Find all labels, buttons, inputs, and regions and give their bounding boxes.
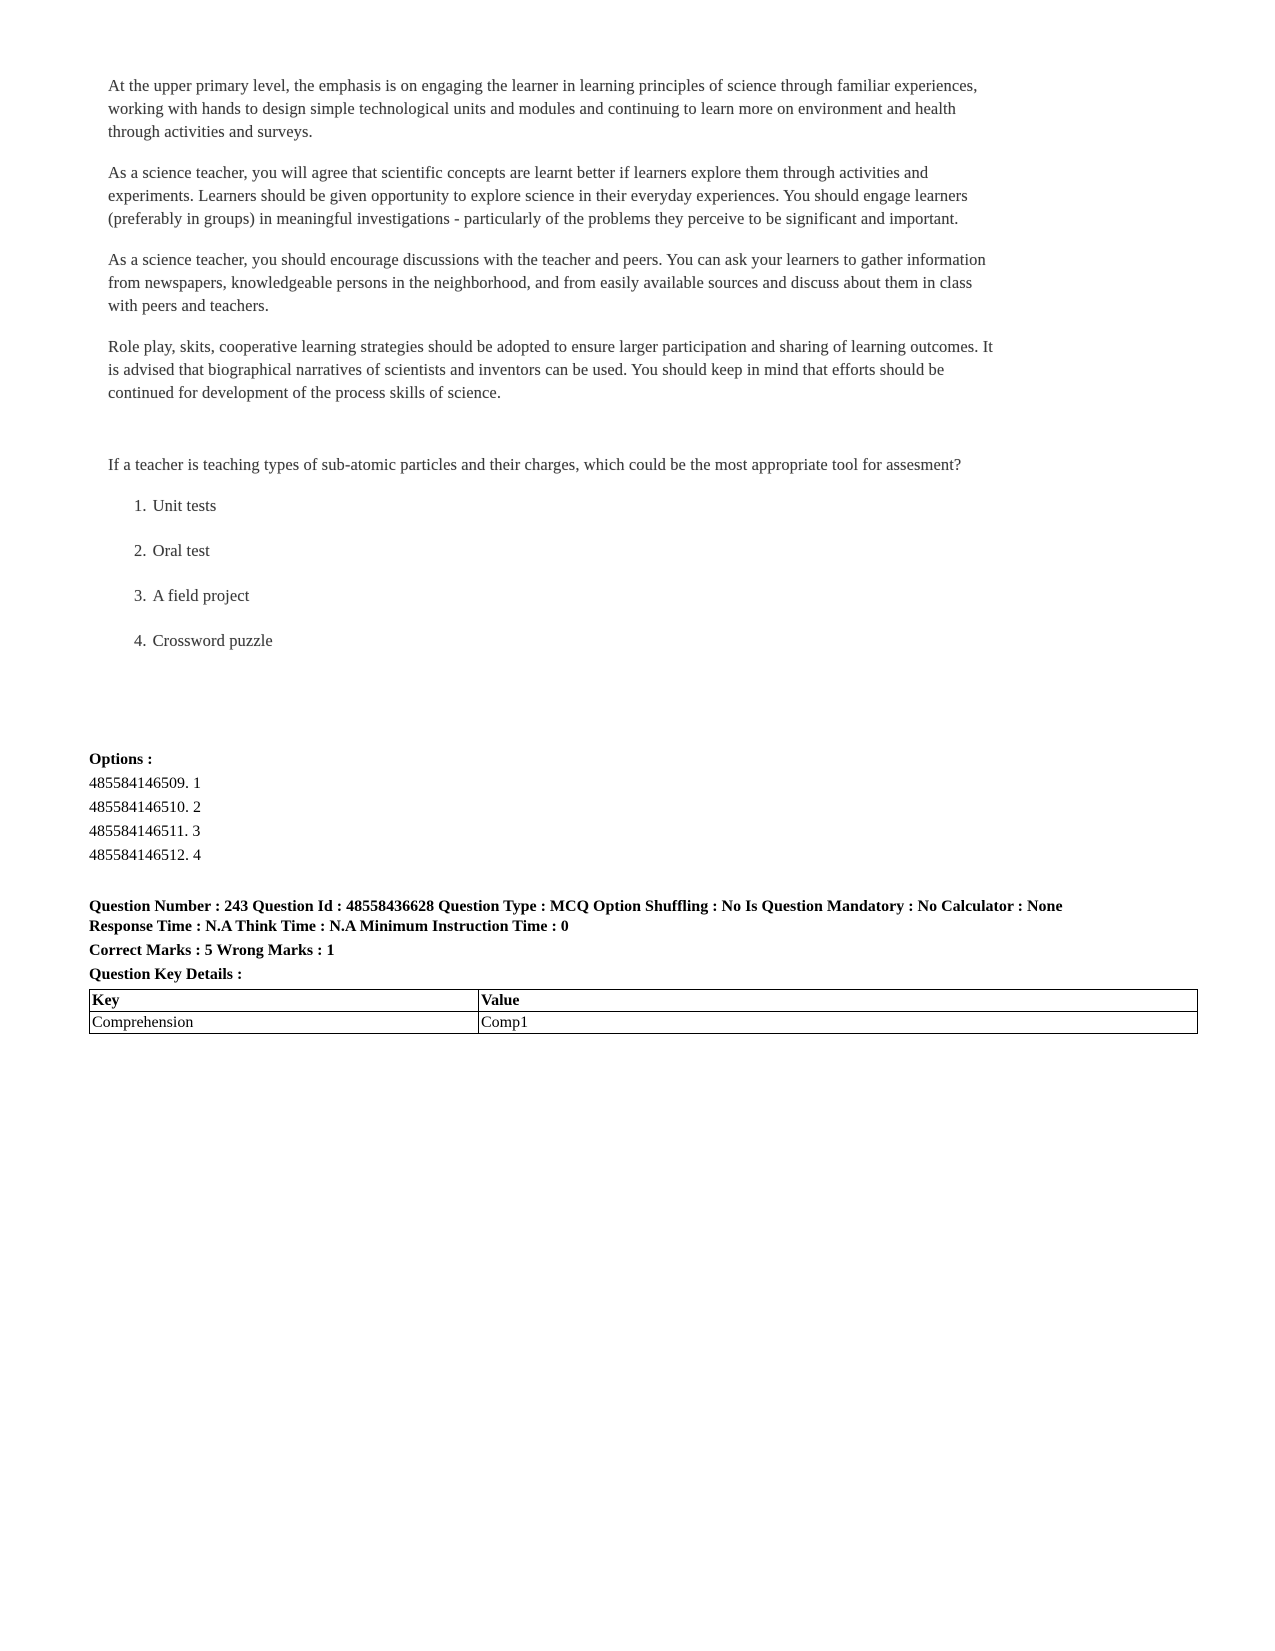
- passage-scan: [108, 74, 998, 674]
- marks-line: Correct Marks : 5 Wrong Marks : 1: [89, 942, 335, 959]
- choice-number: 3.: [134, 586, 147, 605]
- choice-text: Unit tests: [152, 496, 217, 515]
- choice-text: A field project: [152, 586, 250, 605]
- passage-paragraph: At the upper primary level, the emphasis is on engaging the learner in learning principles of science through familiar experiences, working with hands to design simple technological units and modules and continuing to learn more on environment and health through activities and surveys.: [108, 76, 978, 141]
- choice-item: [134, 494, 998, 539]
- choice-number: 4.: [134, 631, 147, 650]
- option-id: 485584146510. 2: [89, 799, 201, 816]
- table-header-row: [90, 990, 1198, 1012]
- table-header-cell: Value: [479, 990, 1198, 1012]
- choice-item: [134, 539, 998, 584]
- choice-item: [134, 629, 998, 674]
- key-details-title: Question Key Details :: [89, 966, 243, 983]
- options-block: [89, 748, 201, 868]
- option-id: 485584146512. 4: [89, 847, 201, 864]
- table-row: [90, 1012, 1198, 1034]
- question-meta-line: Response Time : N.A Think Time : N.A Minimum Instruction Time : 0: [89, 918, 569, 935]
- option-id: 485584146511. 3: [89, 823, 201, 840]
- table-cell: Comp1: [479, 1012, 1198, 1034]
- passage-paragraph: As a science teacher, you will agree that scientific concepts are learnt better if learners explore them through activities and experiments. Learners should be given opportunity to explore science in their everyday experiences. You should engage learners (preferably in groups) in meaningful investigations - particularly of the problems they perceive to be significant and important.: [108, 163, 968, 228]
- choice-text: Crossword puzzle: [152, 631, 273, 650]
- question-text: If a teacher is teaching types of sub-atomic particles and their charges, which could be the most appropriate tool for assesment?: [108, 455, 962, 474]
- question-meta: [89, 897, 1199, 985]
- option-id: 485584146509. 1: [89, 775, 201, 792]
- key-details-table: [89, 989, 1198, 1034]
- choice-number: 2.: [134, 541, 147, 560]
- passage-paragraph: Role play, skits, cooperative learning strategies should be adopted to ensure larger participation and sharing of learning outcomes. It is advised that biographical narratives of scientists and inventors can be used. You should keep in mind that efforts should be continued for development of the process skills of science.: [108, 337, 993, 402]
- passage-paragraph: As a science teacher, you should encourage discussions with the teacher and peers. You can ask your learners to gather information from newspapers, knowledgeable persons in the neighborhood, and from easily available sources and discuss about them in class with peers and teachers.: [108, 250, 986, 315]
- choice-number: 1.: [134, 496, 147, 515]
- choice-list: [108, 494, 998, 674]
- choice-text: Oral test: [152, 541, 210, 560]
- table-header-cell: Key: [90, 990, 479, 1012]
- options-title: Options :: [89, 751, 153, 768]
- table-cell: Comprehension: [90, 1012, 479, 1034]
- choice-item: [134, 584, 998, 629]
- question-meta-line: Question Number : 243 Question Id : 48558436628 Question Type : MCQ Option Shuffling : No Is Question Mandatory : No Calculator : None: [89, 898, 1063, 915]
